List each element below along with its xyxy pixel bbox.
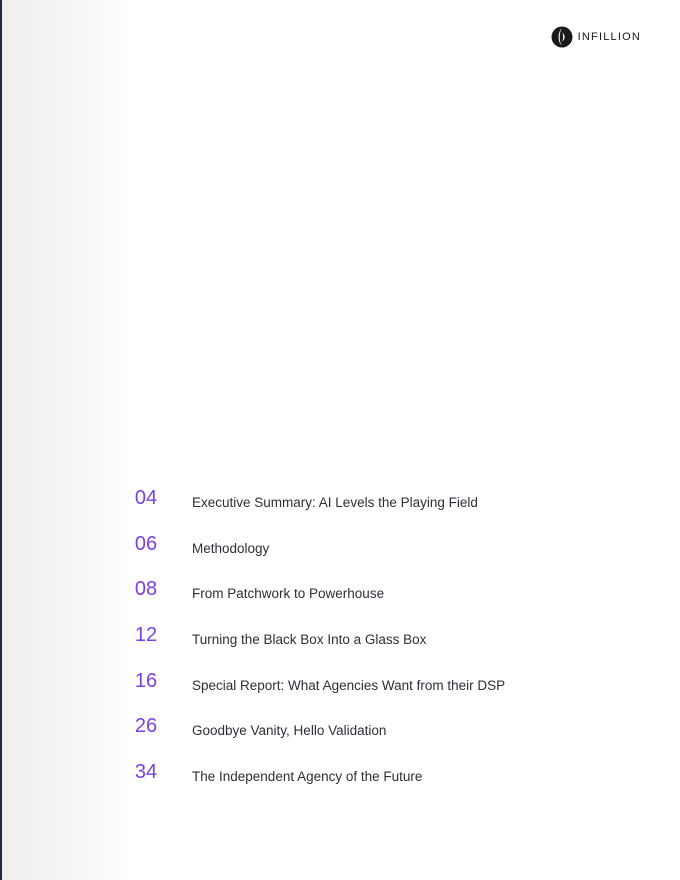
toc-title: Special Report: What Agencies Want from their DSP [192, 677, 506, 693]
page-left-band [2, 0, 132, 880]
infillion-logo-icon [551, 26, 573, 48]
toc-entry[interactable] [120, 615, 640, 661]
brand-logo [551, 26, 641, 48]
toc-page-number: 16 [134, 669, 158, 692]
toc-page-number: 06 [134, 532, 158, 555]
brand-name: INFILLION [577, 31, 641, 43]
toc-title: Goodbye Vanity, Hello Validation [192, 723, 387, 739]
toc-page-number: 34 [134, 760, 158, 783]
toc-page-number: 26 [134, 715, 158, 738]
toc-title: The Independent Agency of the Future [192, 768, 423, 784]
toc-entry[interactable] [120, 752, 640, 798]
table-of-contents [120, 478, 640, 797]
toc-entry[interactable] [120, 706, 640, 752]
toc-title: Executive Summary: AI Levels the Playing Field [192, 495, 478, 511]
toc-entry[interactable] [120, 569, 640, 615]
toc-entry[interactable] [120, 524, 640, 570]
toc-entry[interactable] [120, 478, 640, 524]
toc-page-number: 08 [134, 578, 158, 601]
toc-entry[interactable] [120, 660, 640, 706]
toc-title: Turning the Black Box Into a Glass Box [192, 632, 427, 648]
toc-page-number: 04 [134, 487, 158, 510]
toc-title: From Patchwork to Powerhouse [192, 586, 385, 602]
toc-page-number: 12 [134, 624, 158, 647]
toc-title: Methodology [192, 540, 270, 556]
